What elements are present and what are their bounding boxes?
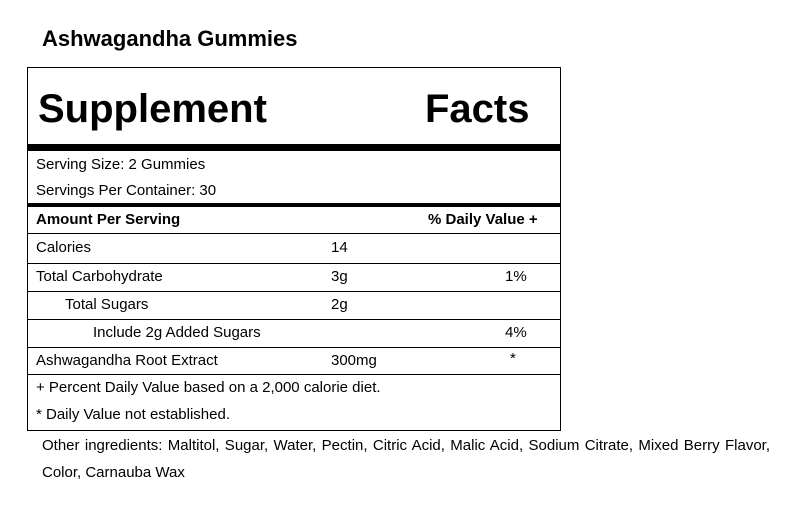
row-divider (28, 347, 560, 348)
daily-value-header: % Daily Value + (428, 211, 538, 228)
nutrient-amount: 3g (331, 268, 348, 285)
serving-divider (28, 203, 560, 207)
servings-per-container: Servings Per Container: 30 (36, 182, 217, 199)
footnote-percent-daily-value: + Percent Daily Value based on a 2,000 calorie diet. (36, 379, 381, 396)
amount-per-serving-header: Amount Per Serving (36, 211, 181, 228)
product-title: Ashwagandha Gummies (42, 26, 298, 51)
heading-supplement: Supplement (38, 87, 267, 131)
row-divider (28, 263, 560, 264)
nutrient-name: Total Carbohydrate (36, 268, 163, 285)
heading-facts: Facts (425, 87, 530, 131)
nutrient-amount: 14 (331, 239, 348, 256)
row-divider (28, 374, 560, 375)
row-divider (28, 291, 560, 292)
nutrient-name: Calories (36, 239, 92, 256)
heading-divider (28, 144, 560, 151)
supplement-facts-panel (27, 67, 561, 431)
nutrient-name: Include 2g Added Sugars (93, 324, 261, 341)
row-divider (28, 319, 560, 320)
row-divider (28, 233, 560, 234)
nutrient-daily-value: 1% (505, 268, 527, 285)
nutrient-amount: 300mg (331, 352, 377, 369)
footnote-daily-value-not-established: * Daily Value not established. (36, 406, 231, 423)
nutrient-name: Total Sugars (65, 296, 149, 313)
nutrient-daily-value: * (510, 350, 516, 367)
nutrient-amount: 2g (331, 296, 348, 313)
nutrient-daily-value: 4% (505, 324, 527, 341)
serving-size: Serving Size: 2 Gummies (36, 156, 206, 173)
panel-heading (28, 68, 560, 145)
nutrient-name: Ashwagandha Root Extract (36, 352, 218, 369)
other-ingredients: Other ingredients: Maltitol, Sugar, Water, Pectin, Citric Acid, Malic Acid, Sodium Citrate, Mixed Berry Flavor, Color, Carnauba Wax (42, 437, 770, 481)
